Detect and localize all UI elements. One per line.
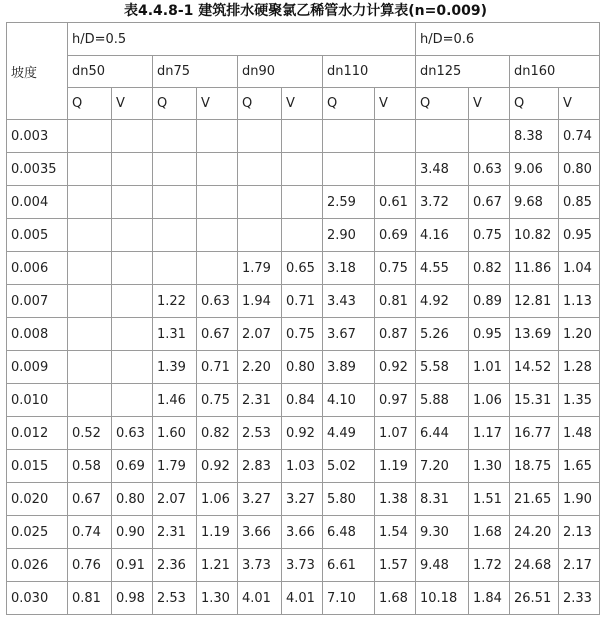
- q-cell: 0.76: [68, 549, 112, 582]
- q-cell: 2.20: [238, 351, 282, 384]
- q-cell: 4.01: [238, 582, 282, 615]
- table-row: [7, 153, 600, 186]
- slope-cell: 0.025: [7, 516, 68, 549]
- q-cell: 3.18: [323, 252, 375, 285]
- q-cell: 5.02: [323, 450, 375, 483]
- v-cell: 1.28: [559, 351, 600, 384]
- v-cell: 0.87: [375, 318, 416, 351]
- q-header: Q: [323, 88, 375, 120]
- v-cell: [112, 318, 153, 351]
- v-cell: 0.81: [375, 285, 416, 318]
- v-cell: 0.69: [112, 450, 153, 483]
- v-cell: 1.30: [197, 582, 238, 615]
- slope-cell: 0.010: [7, 384, 68, 417]
- slope-cell: 0.012: [7, 417, 68, 450]
- v-cell: [375, 120, 416, 153]
- q-cell: 0.74: [68, 516, 112, 549]
- q-cell: 8.38: [510, 120, 559, 153]
- q-cell: 1.94: [238, 285, 282, 318]
- q-cell: 6.44: [416, 417, 469, 450]
- q-cell: 1.39: [153, 351, 197, 384]
- q-cell: 6.48: [323, 516, 375, 549]
- q-cell: 2.53: [238, 417, 282, 450]
- v-cell: [197, 120, 238, 153]
- size-header-dn160: dn160: [510, 56, 600, 88]
- q-cell: 2.07: [238, 318, 282, 351]
- q-cell: 5.80: [323, 483, 375, 516]
- q-cell: 0.58: [68, 450, 112, 483]
- q-cell: 4.49: [323, 417, 375, 450]
- v-cell: [282, 153, 323, 186]
- v-cell: 1.84: [469, 582, 510, 615]
- q-cell: [68, 153, 112, 186]
- v-cell: 0.97: [375, 384, 416, 417]
- q-cell: [153, 252, 197, 285]
- q-cell: 2.83: [238, 450, 282, 483]
- group-header-hd05: h/D=0.5: [68, 23, 416, 56]
- v-cell: 0.63: [469, 153, 510, 186]
- v-cell: 1.35: [559, 384, 600, 417]
- v-cell: [112, 219, 153, 252]
- q-cell: [68, 186, 112, 219]
- v-cell: [112, 186, 153, 219]
- q-cell: 2.31: [238, 384, 282, 417]
- v-cell: 3.73: [282, 549, 323, 582]
- v-cell: [112, 120, 153, 153]
- q-cell: 5.26: [416, 318, 469, 351]
- slope-cell: 0.007: [7, 285, 68, 318]
- v-cell: [112, 384, 153, 417]
- q-cell: 2.59: [323, 186, 375, 219]
- size-header-dn125: dn125: [416, 56, 510, 88]
- v-cell: 3.66: [282, 516, 323, 549]
- q-cell: 0.52: [68, 417, 112, 450]
- v-cell: [282, 219, 323, 252]
- slope-header: 坡度: [7, 23, 68, 120]
- table-row: [7, 219, 600, 252]
- v-cell: 1.48: [559, 417, 600, 450]
- table-row: [7, 450, 600, 483]
- v-cell: [375, 153, 416, 186]
- q-cell: 3.89: [323, 351, 375, 384]
- q-cell: 3.67: [323, 318, 375, 351]
- v-cell: 0.95: [469, 318, 510, 351]
- v-cell: 1.90: [559, 483, 600, 516]
- q-cell: 2.36: [153, 549, 197, 582]
- slope-cell: 0.020: [7, 483, 68, 516]
- q-cell: 2.07: [153, 483, 197, 516]
- q-cell: 3.27: [238, 483, 282, 516]
- v-cell: 0.92: [197, 450, 238, 483]
- q-cell: 3.43: [323, 285, 375, 318]
- q-cell: 18.75: [510, 450, 559, 483]
- q-cell: 12.81: [510, 285, 559, 318]
- q-cell: 1.60: [153, 417, 197, 450]
- v-cell: 0.67: [469, 186, 510, 219]
- q-cell: 14.52: [510, 351, 559, 384]
- q-cell: 6.61: [323, 549, 375, 582]
- table-title: 表4.4.8-1 建筑排水硬聚氯乙稀管水力计算表(n=0.009): [123, 3, 488, 19]
- v-header: V: [469, 88, 510, 120]
- q-cell: 7.10: [323, 582, 375, 615]
- q-cell: 1.31: [153, 318, 197, 351]
- v-header: V: [197, 88, 238, 120]
- v-cell: [282, 120, 323, 153]
- q-cell: 2.31: [153, 516, 197, 549]
- q-cell: 2.90: [323, 219, 375, 252]
- q-cell: 16.77: [510, 417, 559, 450]
- table-row: [7, 318, 600, 351]
- v-cell: 1.65: [559, 450, 600, 483]
- v-cell: 0.92: [375, 351, 416, 384]
- q-cell: 9.68: [510, 186, 559, 219]
- q-header: Q: [238, 88, 282, 120]
- v-cell: 1.20: [559, 318, 600, 351]
- v-cell: 0.67: [197, 318, 238, 351]
- v-cell: 0.69: [375, 219, 416, 252]
- v-cell: 0.82: [197, 417, 238, 450]
- v-cell: 0.61: [375, 186, 416, 219]
- v-cell: 0.91: [112, 549, 153, 582]
- q-cell: [68, 120, 112, 153]
- q-cell: 10.18: [416, 582, 469, 615]
- q-cell: [153, 120, 197, 153]
- q-cell: 11.86: [510, 252, 559, 285]
- v-cell: 1.38: [375, 483, 416, 516]
- v-header: V: [375, 88, 416, 120]
- v-cell: 1.30: [469, 450, 510, 483]
- v-cell: 0.95: [559, 219, 600, 252]
- q-cell: [68, 318, 112, 351]
- slope-cell: 0.030: [7, 582, 68, 615]
- v-cell: 0.71: [197, 351, 238, 384]
- group-header-hd06: h/D=0.6: [416, 23, 600, 56]
- v-cell: 0.82: [469, 252, 510, 285]
- slope-cell: 0.026: [7, 549, 68, 582]
- q-cell: [68, 285, 112, 318]
- q-cell: 5.58: [416, 351, 469, 384]
- q-cell: [68, 252, 112, 285]
- v-cell: 0.75: [375, 252, 416, 285]
- v-cell: 1.19: [197, 516, 238, 549]
- q-header: Q: [510, 88, 559, 120]
- v-cell: 1.07: [375, 417, 416, 450]
- q-cell: 1.22: [153, 285, 197, 318]
- q-cell: 24.68: [510, 549, 559, 582]
- q-cell: [238, 219, 282, 252]
- table-row: [7, 516, 600, 549]
- q-cell: 24.20: [510, 516, 559, 549]
- v-cell: 0.98: [112, 582, 153, 615]
- table-body: [7, 120, 600, 615]
- v-cell: 1.54: [375, 516, 416, 549]
- v-cell: 0.75: [469, 219, 510, 252]
- size-header-dn110: dn110: [323, 56, 416, 88]
- v-cell: [282, 186, 323, 219]
- v-cell: 0.75: [197, 384, 238, 417]
- v-cell: 0.89: [469, 285, 510, 318]
- q-cell: 4.92: [416, 285, 469, 318]
- q-cell: [238, 120, 282, 153]
- q-cell: 26.51: [510, 582, 559, 615]
- v-cell: 1.51: [469, 483, 510, 516]
- q-cell: 4.10: [323, 384, 375, 417]
- v-cell: 1.17: [469, 417, 510, 450]
- slope-cell: 0.005: [7, 219, 68, 252]
- q-cell: 13.69: [510, 318, 559, 351]
- q-header: Q: [153, 88, 197, 120]
- slope-cell: 0.006: [7, 252, 68, 285]
- v-cell: 0.75: [282, 318, 323, 351]
- q-cell: [416, 120, 469, 153]
- v-cell: 0.74: [559, 120, 600, 153]
- v-cell: 1.57: [375, 549, 416, 582]
- v-cell: 0.80: [282, 351, 323, 384]
- q-cell: 1.46: [153, 384, 197, 417]
- q-cell: [68, 351, 112, 384]
- v-cell: [112, 252, 153, 285]
- q-cell: 1.79: [238, 252, 282, 285]
- v-cell: 1.72: [469, 549, 510, 582]
- q-cell: 9.48: [416, 549, 469, 582]
- q-cell: [323, 120, 375, 153]
- table-row: [7, 417, 600, 450]
- q-cell: 9.06: [510, 153, 559, 186]
- size-header-dn75: dn75: [153, 56, 238, 88]
- hydraulic-table: [6, 22, 600, 615]
- v-cell: 1.21: [197, 549, 238, 582]
- v-cell: 0.80: [112, 483, 153, 516]
- v-cell: [197, 153, 238, 186]
- v-cell: 1.19: [375, 450, 416, 483]
- v-cell: [112, 351, 153, 384]
- q-cell: 10.82: [510, 219, 559, 252]
- q-cell: [68, 384, 112, 417]
- v-header: V: [282, 88, 323, 120]
- q-cell: 3.66: [238, 516, 282, 549]
- v-cell: 1.68: [375, 582, 416, 615]
- v-header: V: [559, 88, 600, 120]
- slope-cell: 0.015: [7, 450, 68, 483]
- table-row: [7, 351, 600, 384]
- slope-cell: 0.003: [7, 120, 68, 153]
- v-cell: 2.17: [559, 549, 600, 582]
- v-cell: [197, 252, 238, 285]
- q-cell: [323, 153, 375, 186]
- slope-cell: 0.0035: [7, 153, 68, 186]
- q-cell: 8.31: [416, 483, 469, 516]
- table-row: [7, 582, 600, 615]
- v-cell: 0.63: [112, 417, 153, 450]
- table-row: [7, 120, 600, 153]
- v-cell: 0.71: [282, 285, 323, 318]
- slope-cell: 0.009: [7, 351, 68, 384]
- v-cell: 0.84: [282, 384, 323, 417]
- q-cell: 7.20: [416, 450, 469, 483]
- q-cell: [238, 153, 282, 186]
- q-cell: 5.88: [416, 384, 469, 417]
- q-cell: [153, 186, 197, 219]
- q-header: Q: [416, 88, 469, 120]
- q-cell: 3.48: [416, 153, 469, 186]
- q-cell: 3.73: [238, 549, 282, 582]
- v-cell: 0.65: [282, 252, 323, 285]
- v-cell: [112, 153, 153, 186]
- v-cell: 1.01: [469, 351, 510, 384]
- v-cell: 1.03: [282, 450, 323, 483]
- table-row: [7, 285, 600, 318]
- q-cell: 2.53: [153, 582, 197, 615]
- v-header: V: [112, 88, 153, 120]
- q-cell: 15.31: [510, 384, 559, 417]
- table-row: [7, 549, 600, 582]
- v-cell: 1.06: [197, 483, 238, 516]
- q-cell: [153, 219, 197, 252]
- slope-cell: 0.008: [7, 318, 68, 351]
- size-header-dn50: dn50: [68, 56, 153, 88]
- q-cell: 0.67: [68, 483, 112, 516]
- slope-cell: 0.004: [7, 186, 68, 219]
- v-cell: 0.90: [112, 516, 153, 549]
- v-cell: 3.27: [282, 483, 323, 516]
- v-cell: 1.13: [559, 285, 600, 318]
- table-row: [7, 384, 600, 417]
- v-cell: [112, 285, 153, 318]
- q-cell: 0.81: [68, 582, 112, 615]
- q-cell: 9.30: [416, 516, 469, 549]
- q-cell: 21.65: [510, 483, 559, 516]
- v-cell: 0.80: [559, 153, 600, 186]
- v-cell: [469, 120, 510, 153]
- v-cell: 1.68: [469, 516, 510, 549]
- v-cell: 1.04: [559, 252, 600, 285]
- q-cell: 4.16: [416, 219, 469, 252]
- q-header: Q: [68, 88, 112, 120]
- v-cell: 0.63: [197, 285, 238, 318]
- size-header-dn90: dn90: [238, 56, 323, 88]
- q-cell: [153, 153, 197, 186]
- v-cell: [197, 186, 238, 219]
- q-cell: 1.79: [153, 450, 197, 483]
- v-cell: 0.92: [282, 417, 323, 450]
- table-row: [7, 252, 600, 285]
- v-cell: 1.06: [469, 384, 510, 417]
- v-cell: 2.33: [559, 582, 600, 615]
- v-cell: 2.13: [559, 516, 600, 549]
- v-cell: 0.85: [559, 186, 600, 219]
- q-cell: [238, 186, 282, 219]
- q-cell: 3.72: [416, 186, 469, 219]
- table-row: [7, 186, 600, 219]
- v-cell: [197, 219, 238, 252]
- table-row: [7, 483, 600, 516]
- q-cell: 4.55: [416, 252, 469, 285]
- v-cell: 4.01: [282, 582, 323, 615]
- q-cell: [68, 219, 112, 252]
